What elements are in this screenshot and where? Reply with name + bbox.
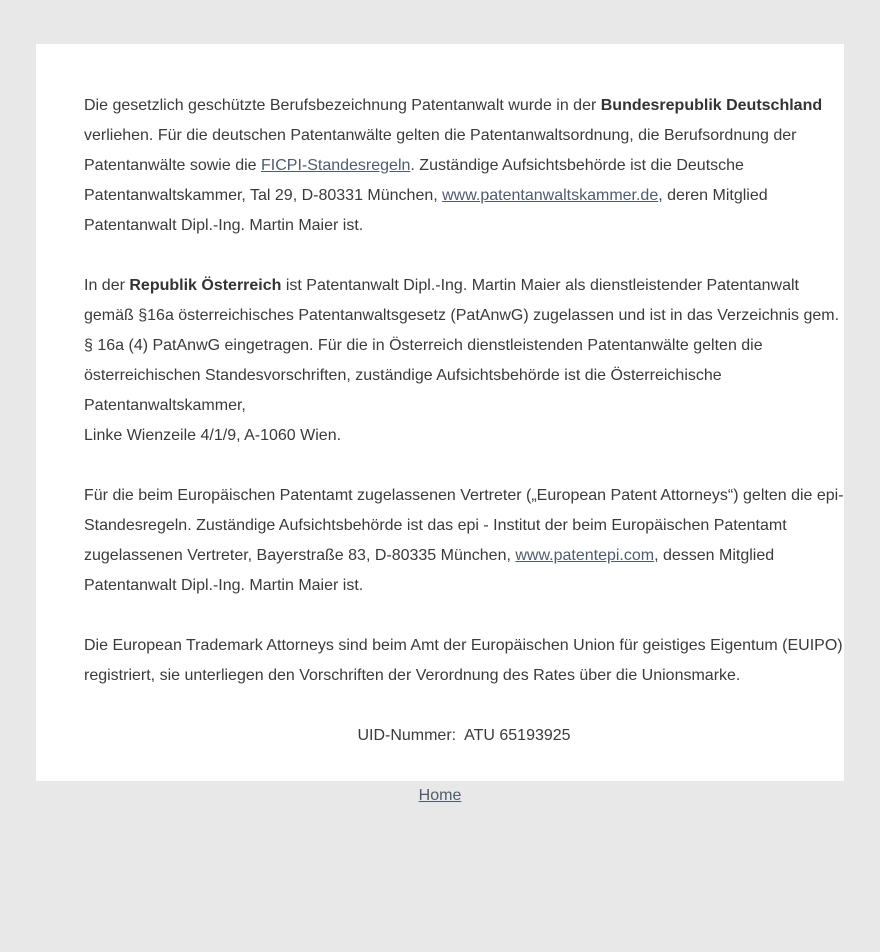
text-run: . Zuständige Aufsichtsbehörde ist die Deutsche Patentanwaltskammer, Tal 29, D-80331 München,: [84, 157, 744, 204]
text-column: [36, 91, 844, 751]
text-run: ist Patentanwalt Dipl.-Ing. Martin Maier als dienstleistender Patentanwalt gemäß §16a österreichisches Patentanwaltsgesetz (PatAnwG) zugelassen und ist in das Verzeichnis gem. § 16a (4) PatAnwG eingetragen. Für die in Österreich dienstleistenden Patentanwälte gelten die österreichischen Standesvorschriften, zuständige Aufsichtsbehörde ist die Österreichische Patentanwaltskammer,: [84, 277, 840, 414]
paragraph: [84, 91, 844, 241]
home-link[interactable]: Home: [418, 787, 462, 804]
text-run: Für die beim Europäischen Patentamt zugelassenen Vertreter („European Patent Attorneys“) gelten die epi-Standesregeln. Zuständige Aufsichtsbehörde ist das epi - Institut der beim Europäischen Patentamt zugelassenen Vertreter, Bayerstraße 83, D-80335 München,: [84, 487, 844, 564]
paragraph: [84, 481, 844, 601]
paragraph: [84, 631, 844, 691]
content-card: [36, 44, 844, 804]
paragraphs: [84, 91, 844, 691]
home-row: [36, 781, 844, 811]
text-run: Die gesetzlich geschützte Berufsbezeichnung Patentanwalt wurde in der: [84, 97, 601, 114]
text-run: Linke Wienzeile 4/1/9, A-1060 Wien.: [84, 427, 342, 444]
uid-number: UID-Nummer: ATU 65193925: [357, 727, 571, 744]
text-run: , dessen Mitglied Patentanwalt Dipl.-Ing. Martin Maier ist.: [84, 547, 775, 594]
paragraph: [84, 271, 844, 451]
bold-text: Republik Österreich: [129, 277, 282, 294]
bold-text: Bundesrepublik Deutschland: [600, 97, 823, 114]
text-run: verliehen. Für die deutschen Patentanwälte gelten die Patentanwaltsordnung, die Berufsordnung der Patentanwälte sowie die: [84, 127, 797, 174]
text-run: , deren Mitglied Patentanwalt Dipl.-Ing. Martin Maier ist.: [84, 187, 768, 234]
inline-link[interactable]: FICPI-Standesregeln: [261, 157, 411, 174]
text-run: In der: [84, 277, 130, 294]
inline-link[interactable]: www.patentanwaltskammer.de: [442, 187, 659, 204]
page-background: [0, 44, 880, 952]
text-run: Die European Trademark Attorneys sind beim Amt der Europäischen Union für geistiges Eigentum (EUIPO) registriert, sie unterliegen den Vorschriften der Verordnung des Rates über die Unionsmarke.: [84, 637, 843, 684]
inline-link[interactable]: www.patentepi.com: [515, 547, 655, 564]
